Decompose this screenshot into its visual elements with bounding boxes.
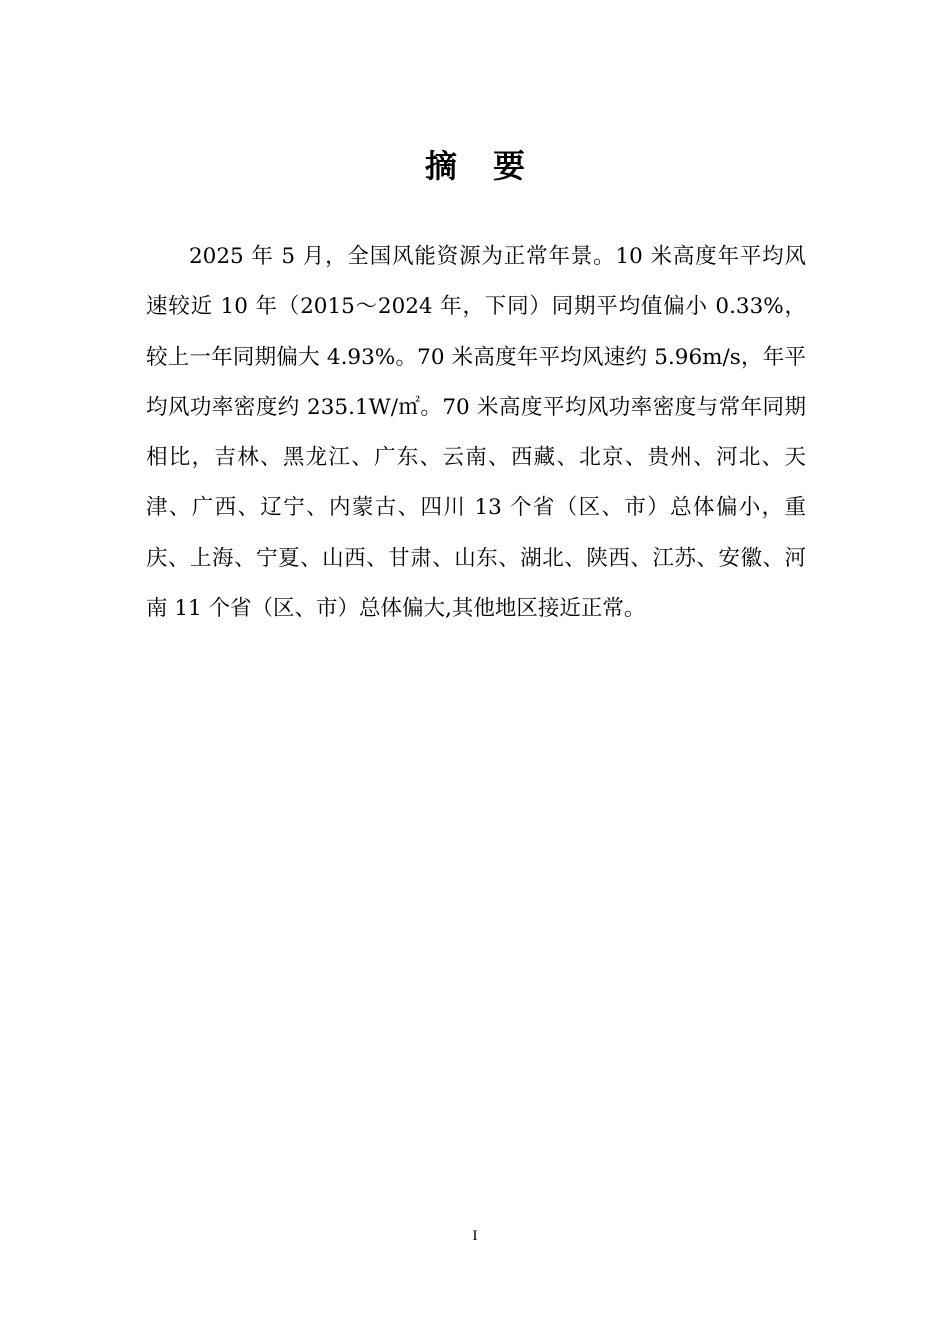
page-title bbox=[0, 142, 950, 190]
title-char-2: 要 bbox=[493, 147, 526, 185]
page-number: I bbox=[472, 1228, 478, 1244]
title-char-1: 摘 bbox=[424, 147, 457, 185]
abstract-paragraph: 2025 年 5 月，全国风能资源为正常年景。10 米高度年平均风速较近 10 年（2015～2024 年，下同）同期平均值偏小 0.33%，较上一年同期偏大 4.93%。70 米高度年平均风速约 5.96m/s，年平均风功率密度约 235.1W/㎡。70 米高度平均风功率密度与常年同期相比，吉林、黑龙江、广东、云南、西藏、北京、贵州、河北、天津、广西、辽宁、内蒙古、四川 13 个省（区、市）总体偏小，重庆、上海、宁夏、山西、甘肃、山东、湖北、陕西、江苏、安徽、河南 11 个省（区、市）总体偏大,其他地区接近正常。 bbox=[146, 244, 806, 622]
